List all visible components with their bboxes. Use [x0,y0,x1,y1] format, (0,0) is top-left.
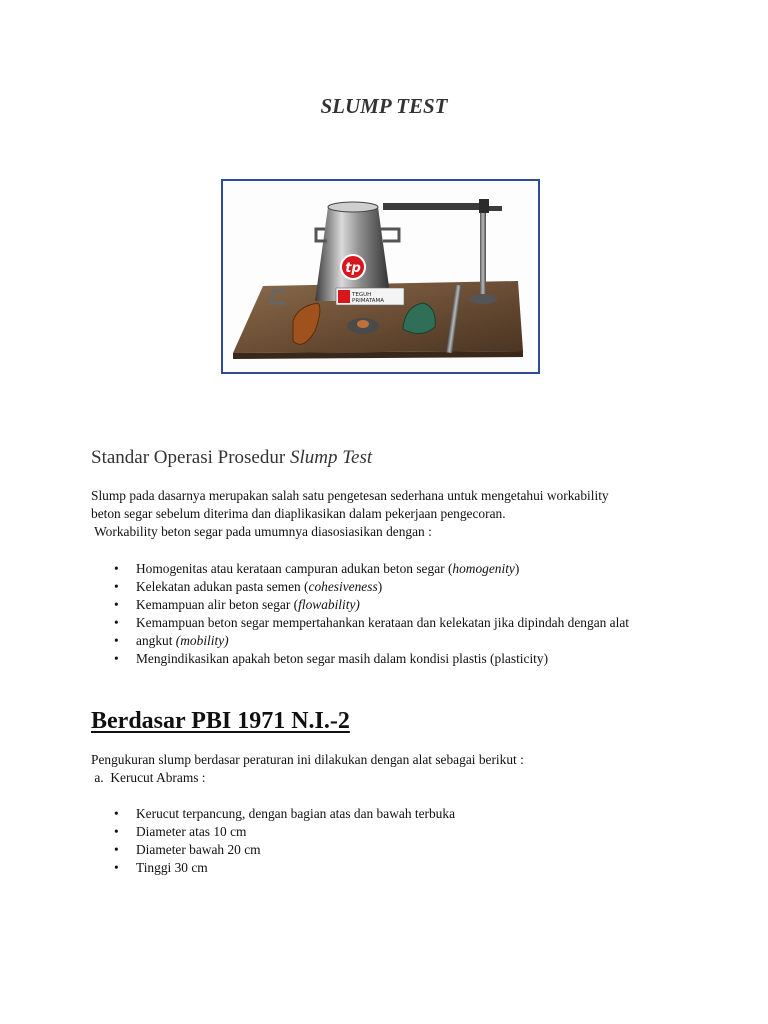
page-title: SLUMP TEST [320,94,448,118]
workability-list [91,560,691,668]
intro-paragraph: Slump pada dasarnya merupakan salah satu pengetesan sederhana untuk mengetahui workability beton segar sebelum diterima dan diaplikasikan dalam pekerjaan pengecoran. Workability beton segar pada umumnya diasosiasikan dengan : [91,488,609,539]
tp-logo-text: tp [345,261,361,276]
sop-heading: Standar Operasi Prosedur Slump Test [91,447,373,468]
list-item: • angkut (mobility) [136,632,691,650]
list-item: • Diameter bawah 20 cm [136,841,691,859]
list-item: • Kemampuan beton segar mempertahankan kerataan dan kelekatan jika dipindah dengan alat [136,614,691,632]
list-item: • Mengindikasikan apakah beton segar masih dalam kondisi plastis (plasticity) [136,650,691,668]
list-item: • Kemampuan alir beton segar (flowability) [136,596,691,614]
measuring-stand [480,199,486,299]
pbi-heading: Berdasar PBI 1971 N.I.-2 [91,708,350,734]
pbi-intro: Pengukuran slump berdasar peraturan ini dilakukan dengan alat sebagai berikut : a. Kerucut Abrams : [91,752,524,785]
list-item: • Kerucut terpancung, dengan bagian atas dan bawah terbuka [136,805,691,823]
svg-text:TEGUH: TEGUH [352,292,372,298]
list-item: • Diameter atas 10 cm [136,823,691,841]
list-item: • Kelekatan adukan pasta semen (cohesiveness) [136,578,691,596]
list-item: • Homogenitas atau kerataan campuran adukan beton segar (homogenity) [136,560,691,578]
abrams-cone-list [91,805,691,877]
slump-test-apparatus-image [221,179,540,374]
svg-text:PRIMATAMA: PRIMATAMA [352,298,385,304]
list-item: • Tinggi 30 cm [136,859,691,877]
